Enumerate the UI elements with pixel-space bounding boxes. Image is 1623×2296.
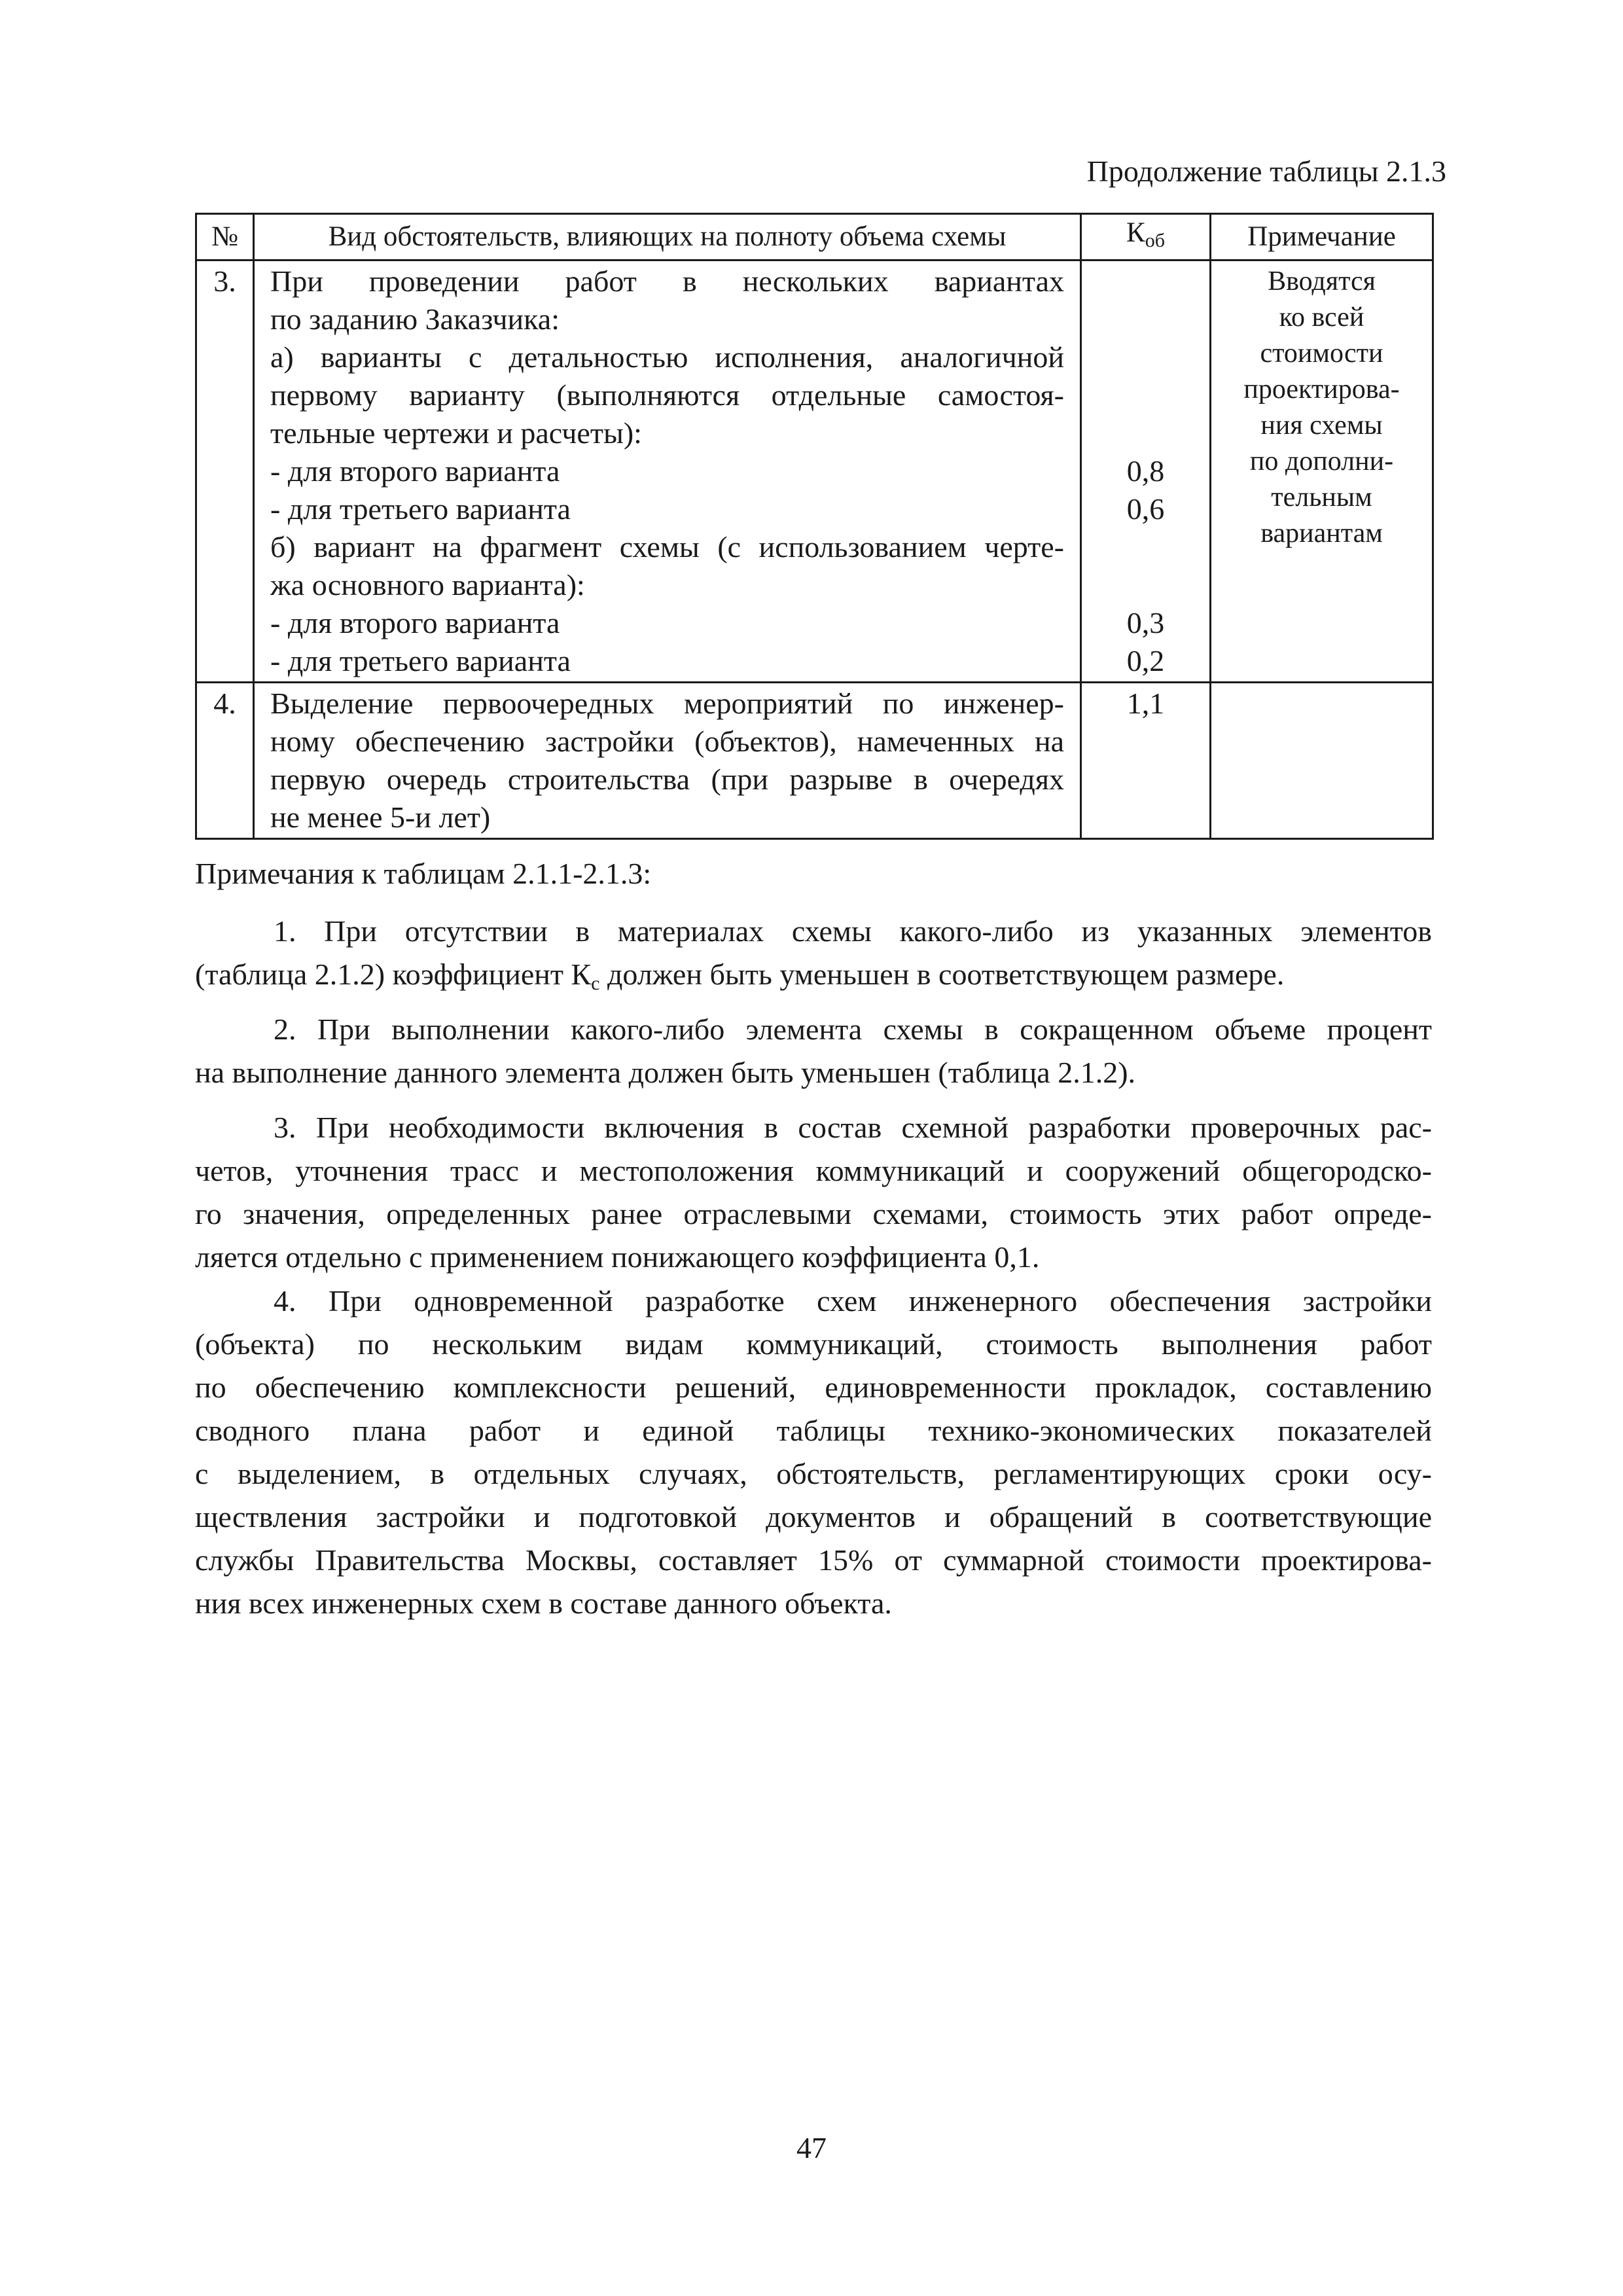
note-1-text-before: (таблица 2.1.2) коэффициент К: [195, 958, 592, 991]
note-4-line: по обеспечению комплексности решений, единовременности прокладок, составлению: [195, 1371, 1432, 1404]
note-1-coefficient-sub: с: [591, 973, 600, 994]
coefficient-value: [1082, 338, 1209, 376]
coefficient-value: 0,8: [1126, 454, 1165, 488]
note-cell: [1211, 260, 1433, 683]
note-3-line: го значения, определенных ранее отраслевыми схемами, стоимость этих работ опреде-: [195, 1197, 1432, 1230]
note-4-line: сводного плана работ и единой таблицы технико-экономических показателей: [195, 1414, 1432, 1447]
note-paragraph-1: [195, 910, 1432, 996]
header-number: №: [196, 214, 254, 260]
coefficient-value: [1082, 300, 1209, 338]
note-line: ния схемы: [1260, 410, 1383, 440]
note-3-line: ляется отдельно с применением понижающего коэффициента 0,1.: [195, 1240, 1040, 1274]
description-line: а) варианты с детальностью исполнения, аналогичной: [270, 340, 1064, 374]
coefficient-cell: [1081, 683, 1211, 839]
note-4-line: ния всех инженерных схем в составе данного объекта.: [195, 1587, 892, 1620]
header-coefficient-sub: об: [1145, 230, 1165, 251]
note-4-line: 4. При одновременной разработке схем инженерного обеспечения застройки: [274, 1284, 1432, 1318]
note-line: по дополни-: [1249, 446, 1394, 476]
description-line: первому варианту (выполняются отдельные самостоя-: [270, 378, 1064, 412]
coefficient-value: [1082, 761, 1209, 798]
note-2-line: на выполнение данного элемента должен быть уменьшен (таблица 2.1.2).: [195, 1056, 1136, 1089]
description-cell: [254, 260, 1081, 683]
description-line: - для третьего варианта: [270, 644, 571, 677]
coefficient-value: [1082, 798, 1209, 836]
coefficient-value: 0,2: [1126, 644, 1165, 677]
note-4-line: ществления застройки и подготовкой документов и обращений в соответствующие: [195, 1500, 1432, 1534]
row-number-cell: 3.: [196, 260, 254, 683]
description-line: - для второго варианта: [270, 606, 560, 639]
description-line: - для третьего варианта: [270, 492, 571, 526]
note-1-text-after: должен быть уменьшен в соответствующем размере.: [599, 958, 1285, 991]
note-line: тельным: [1271, 482, 1372, 512]
note-line: проектирова-: [1243, 374, 1400, 404]
description-line: первую очередь строительства (при разрыве в очередях: [270, 762, 1064, 796]
description-line: При проведении работ в нескольких вариантах: [270, 264, 1064, 298]
coefficient-value: [1082, 723, 1209, 761]
coefficients-table: [195, 213, 1434, 840]
note-line: ко всей: [1279, 302, 1364, 332]
header-description: Вид обстоятельств, влияющих на полноту объема схемы: [254, 214, 1081, 260]
table-continuation-caption: Продолжение таблицы 2.1.3: [1086, 154, 1446, 188]
table-row: [196, 260, 1433, 683]
header-coefficient: [1081, 214, 1211, 260]
description-line: жа основного варианта):: [270, 568, 585, 601]
note-cell: [1211, 683, 1433, 839]
table-row: [196, 683, 1433, 839]
note-line: стоимости: [1260, 338, 1383, 368]
note-paragraph-3: [195, 1106, 1432, 1279]
description-cell: [254, 683, 1081, 839]
note-paragraph-2: [195, 1008, 1432, 1094]
table-header-row: [196, 214, 1433, 260]
note-4-line: службы Правительства Москвы, составляет 15% от суммарной стоимости проектирова-: [195, 1543, 1432, 1577]
description-line: тельные чертежи и расчеты):: [270, 416, 642, 450]
notes-heading: Примечания к таблицам 2.1.1-2.1.3:: [195, 857, 652, 890]
note-2-line: 2. При выполнении какого-либо элемента схемы в сокращенном объеме процент: [274, 1013, 1432, 1046]
note-1-line: [195, 953, 1432, 996]
description-line: не менее 5-и лет): [270, 800, 491, 834]
note-line: Вводятся: [1268, 266, 1376, 296]
header-coefficient-main: К: [1126, 217, 1145, 248]
description-line: по заданию Заказчика:: [270, 302, 560, 336]
description-line: б) вариант на фрагмент схемы (с использованием черте-: [270, 530, 1064, 564]
coefficient-value: [1082, 566, 1209, 604]
coefficient-value: 0,6: [1126, 492, 1165, 526]
note-3-line: 3. При необходимости включения в состав схемной разработки проверочных рас-: [274, 1111, 1432, 1144]
row-number-cell: 4.: [196, 683, 254, 839]
coefficient-value: [1082, 262, 1209, 300]
note-1-line: 1. При отсутствии в материалах схемы какого-либо из указанных элементов: [274, 914, 1432, 948]
coefficient-value: 1,1: [1126, 687, 1165, 720]
note-paragraph-4: [195, 1280, 1432, 1625]
coefficient-value: [1082, 528, 1209, 566]
coefficient-value: [1082, 376, 1209, 414]
description-line: - для второго варианта: [270, 454, 560, 488]
note-line: вариантам: [1260, 518, 1383, 548]
coefficient-value: 0,3: [1126, 606, 1165, 639]
page-number: 47: [796, 2131, 827, 2164]
note-3-line: четов, уточнения трасс и местоположения коммуникаций и сооружений общегородско-: [195, 1154, 1432, 1187]
header-note: Примечание: [1211, 214, 1433, 260]
description-line: Выделение первоочередных мероприятий по инженер-: [270, 687, 1064, 720]
description-line: ному обеспечению застройки (объектов), намеченных на: [270, 725, 1064, 758]
coefficient-cell: [1081, 260, 1211, 683]
note-4-line: с выделением, в отдельных случаях, обстоятельств, регламентирующих сроки осу-: [195, 1457, 1432, 1490]
note-4-line: (объекта) по нескольким видам коммуникаций, стоимость выполнения работ: [195, 1327, 1432, 1361]
coefficient-value: [1082, 414, 1209, 452]
